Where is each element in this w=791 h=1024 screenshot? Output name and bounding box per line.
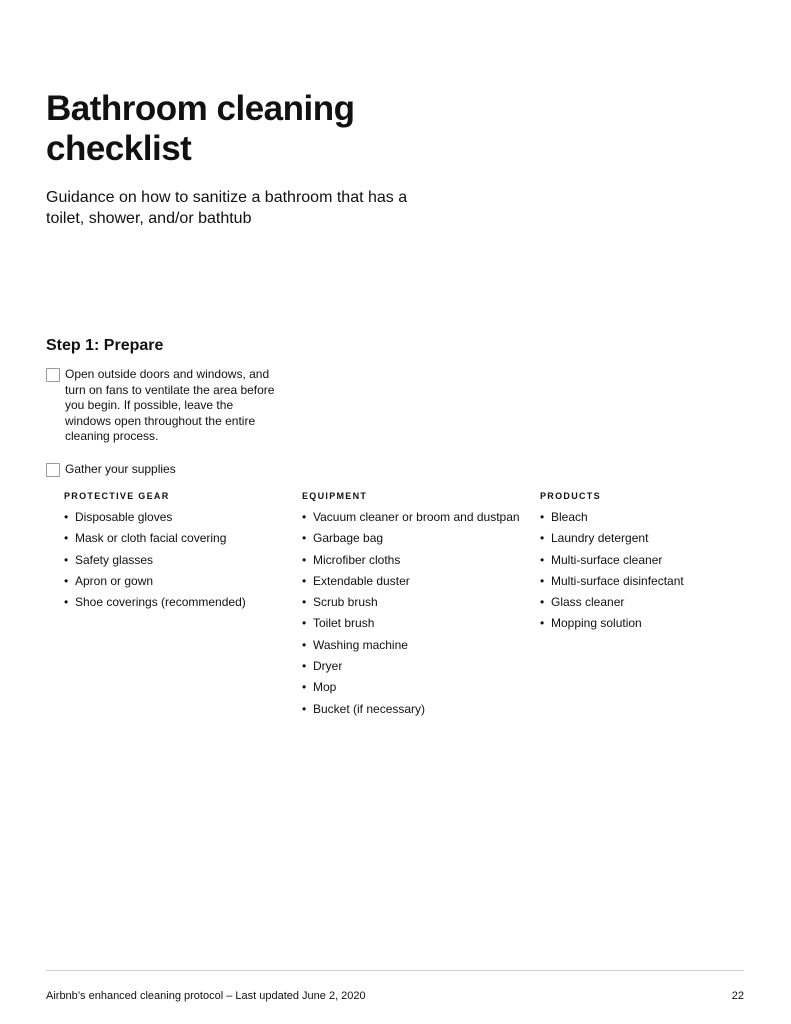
column-heading: PRODUCTS [540, 491, 601, 501]
list-item: • Bucket (if necessary) [302, 702, 527, 718]
checklist-item-gather-supplies [46, 462, 275, 478]
list-item: • Mask or cloth facial covering [64, 531, 289, 547]
checklist-item-text: Open outside doors and windows, and turn on fans to ventilate the area before you begin. If possible, leave the windows open throughout the entire cleaning process. [65, 367, 275, 443]
footer-divider [46, 970, 744, 971]
list-item: • Dryer [302, 659, 527, 675]
equipment-list [302, 510, 527, 717]
equipment-column [302, 490, 527, 723]
list-item: • Shoe coverings (recommended) [64, 595, 289, 611]
column-heading: PROTECTIVE GEAR [64, 491, 170, 501]
list-item: • Laundry detergent [540, 531, 760, 547]
page-title: Bathroom cleaning checklist [46, 89, 355, 168]
list-item: • Microfiber cloths [302, 553, 527, 569]
list-item: • Extendable duster [302, 574, 527, 590]
products-list [540, 510, 760, 632]
page-subtitle: Guidance on how to sanitize a bathroom that has a toilet, shower, and/or bathtub [46, 189, 408, 227]
checklist-item-text: Gather your supplies [65, 462, 176, 476]
footer-text: Airbnb’s enhanced cleaning protocol – Last updated June 2, 2020 [46, 990, 366, 1002]
list-item: • Scrub brush [302, 595, 527, 611]
protective-gear-column [64, 490, 289, 616]
list-item: • Apron or gown [64, 574, 289, 590]
checkbox[interactable] [46, 463, 60, 477]
list-item: • Disposable gloves [64, 510, 289, 526]
list-item: • Bleach [540, 510, 760, 526]
column-heading: EQUIPMENT [302, 491, 368, 501]
list-item: • Mopping solution [540, 616, 760, 632]
list-item: • Garbage bag [302, 531, 527, 547]
list-item: • Safety glasses [64, 553, 289, 569]
list-item: • Washing machine [302, 638, 527, 654]
checkbox[interactable] [46, 368, 60, 382]
step-1-heading: Step 1: Prepare [46, 337, 164, 354]
page-number: 22 [731, 990, 744, 1002]
checklist-item-ventilate [46, 367, 275, 445]
list-item: • Multi-surface disinfectant [540, 574, 760, 590]
list-item: • Glass cleaner [540, 595, 760, 611]
list-item: • Toilet brush [302, 616, 527, 632]
list-item: • Vacuum cleaner or broom and dustpan [302, 510, 527, 526]
products-column [540, 490, 760, 638]
protective-gear-list [64, 510, 289, 611]
list-item: • Multi-surface cleaner [540, 553, 760, 569]
list-item: • Mop [302, 680, 527, 696]
